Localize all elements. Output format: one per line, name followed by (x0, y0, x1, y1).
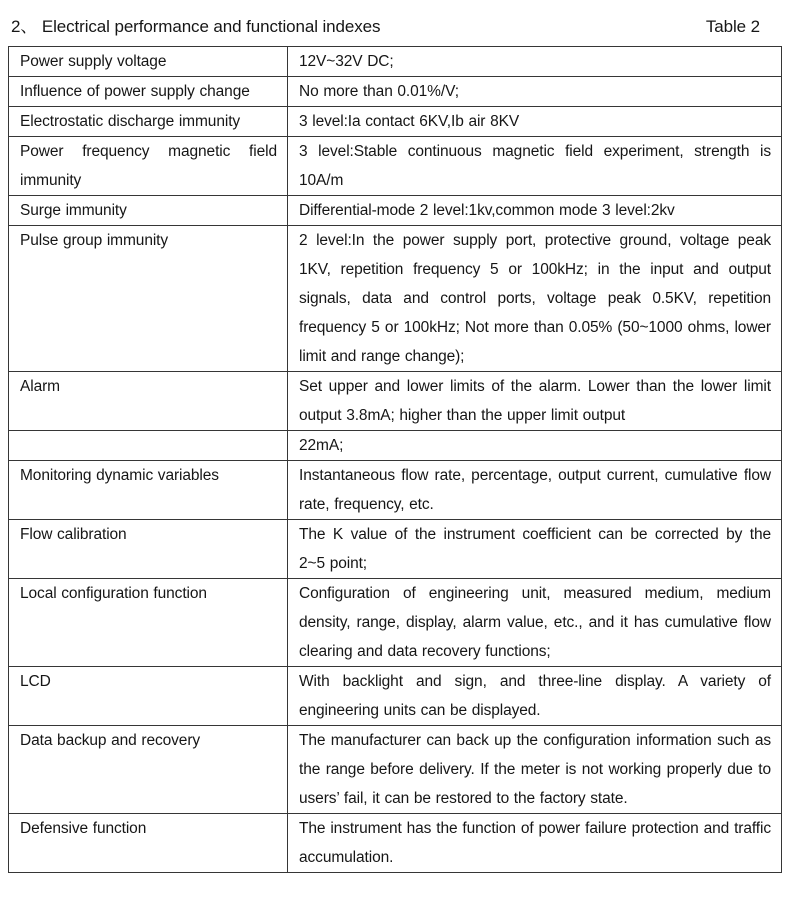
param-cell: Influence of power supply change (9, 77, 288, 107)
table-row (9, 814, 782, 873)
value-cell: 12V~32V DC; (288, 47, 782, 77)
table-row (9, 431, 782, 461)
value-cell: 3 level:Ia contact 6KV,Ib air 8KV (288, 107, 782, 137)
value-cell: The instrument has the function of power failure protection and traffic accumulation. (288, 814, 782, 873)
value-cell: Configuration of engineering unit, measured medium, medium density, range, display, alarm value, etc., and it has cumulative flow clearing and data recovery functions; (288, 579, 782, 667)
param-cell: Surge immunity (9, 196, 288, 226)
section-title: 2、 Electrical performance and functional indexes (11, 17, 381, 36)
param-cell: Data backup and recovery (9, 726, 288, 814)
value-cell: 2 level:In the power supply port, protective ground, voltage peak 1KV, repetition frequency 5 or 100kHz; in the input and output signals, data and control ports, voltage peak 0.5KV, repetition frequency 5 or 100kHz; Not more than 0.05% (50~1000 ohms, lower limit and range change); (288, 226, 782, 372)
value-cell: The K value of the instrument coefficient can be corrected by the 2~5 point; (288, 520, 782, 579)
value-cell: Differential-mode 2 level:1kv,common mode 3 level:2kv (288, 196, 782, 226)
table-row (9, 137, 782, 196)
table-row (9, 226, 782, 372)
param-cell: Flow calibration (9, 520, 288, 579)
param-cell: Local configuration function (9, 579, 288, 667)
value-cell: With backlight and sign, and three-line display. A variety of engineering units can be displayed. (288, 667, 782, 726)
table-row (9, 196, 782, 226)
param-cell (9, 431, 288, 461)
param-cell: Pulse group immunity (9, 226, 288, 372)
param-cell: Power frequency magnetic field immunity (9, 137, 288, 196)
param-cell: Electrostatic discharge immunity (9, 107, 288, 137)
value-cell: No more than 0.01%/V; (288, 77, 782, 107)
value-cell: Instantaneous flow rate, percentage, output current, cumulative flow rate, frequency, etc. (288, 461, 782, 520)
param-cell: Power supply voltage (9, 47, 288, 77)
table-row (9, 667, 782, 726)
table-row (9, 461, 782, 520)
param-cell: Defensive function (9, 814, 288, 873)
table-row (9, 372, 782, 431)
table-header (11, 15, 760, 39)
specs-table-body (9, 47, 782, 873)
value-cell: 22mA; (288, 431, 782, 461)
param-cell: Alarm (9, 372, 288, 431)
table-row (9, 47, 782, 77)
table-label: Table 2 (705, 17, 760, 36)
specs-table (8, 46, 782, 873)
param-cell: LCD (9, 667, 288, 726)
value-cell: Set upper and lower limits of the alarm. Lower than the lower limit output 3.8mA; higher than the upper limit output (288, 372, 782, 431)
table-row (9, 107, 782, 137)
table-row (9, 520, 782, 579)
table-row (9, 77, 782, 107)
value-cell: The manufacturer can back up the configuration information such as the range before delivery. If the meter is not working properly due to users’ fail, it can be restored to the factory state. (288, 726, 782, 814)
value-cell: 3 level:Stable continuous magnetic field experiment, strength is 10A/m (288, 137, 782, 196)
table-row (9, 726, 782, 814)
table-row (9, 579, 782, 667)
param-cell: Monitoring dynamic variables (9, 461, 288, 520)
